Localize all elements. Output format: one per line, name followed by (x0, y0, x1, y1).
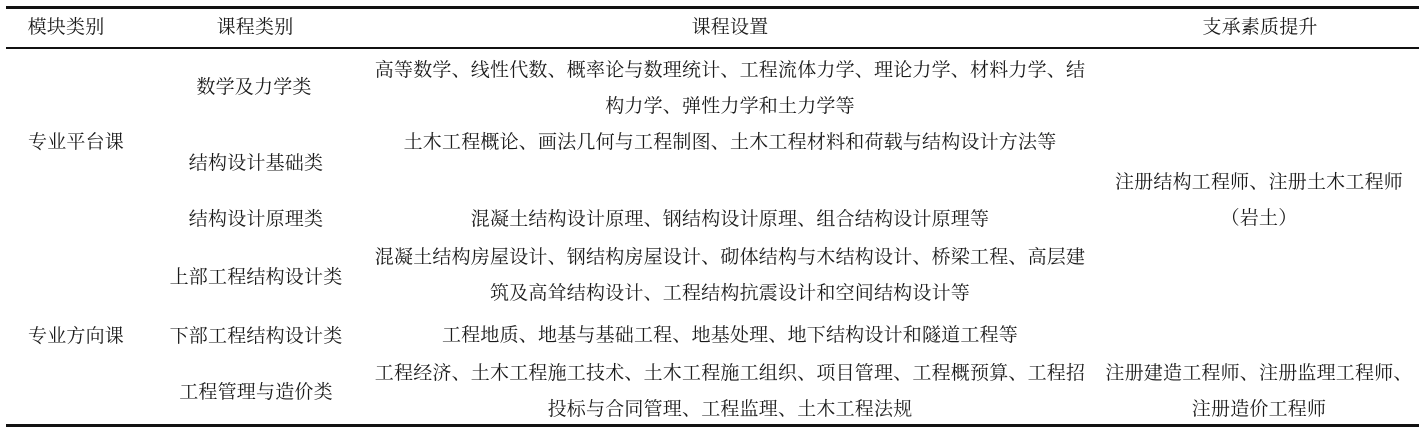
header-course-setting: 课程设置 (691, 16, 769, 38)
support-quality-cell: 注册结构工程师、注册土木工程师（岩土） (1114, 171, 1403, 229)
course-category-row: 结构设计基础类 (188, 152, 324, 174)
table-top-rule (6, 6, 1419, 9)
module-direction-course: 专业方向课 (27, 325, 125, 347)
course-category-row: 上部工程结构设计类 (169, 266, 343, 288)
course-setting-cell: 高等数学、线性代数、概率论与数理统计、工程流体力学、理论力学、材料力学、结构力学、弹性力学和土力学等 (374, 59, 1086, 117)
module-platform-course: 专业平台课 (27, 131, 125, 153)
table-header-rule (6, 47, 1419, 49)
header-course-category: 课程类别 (216, 16, 294, 38)
header-module-category: 模块类别 (27, 16, 105, 38)
header-support-quality: 支承素质提升 (1202, 16, 1318, 38)
course-setting-cell: 工程经济、土木工程施工技术、土木工程施工组织、项目管理、工程概预算、工程招投标与合同管理、工程监理、土木工程法规 (374, 362, 1086, 420)
course-setting-cell: 工程地质、地基与基础工程、地基处理、地下结构设计和隧道工程等 (441, 324, 1018, 346)
course-category-row: 工程管理与造价类 (179, 381, 333, 403)
course-category-row: 结构设计原理类 (188, 208, 324, 230)
support-quality-cell: 注册建造工程师、注册监理工程师、注册造价工程师 (1105, 362, 1413, 420)
course-setting-cell: 混凝土结构房屋设计、钢结构房屋设计、砌体结构与木结构设计、桥梁工程、高层建筑及高耸结构设计、工程结构抗震设计和空间结构设计等 (374, 246, 1086, 304)
course-category-row: 数学及力学类 (196, 76, 312, 98)
course-setting-cell: 混凝土结构设计原理、钢结构设计原理、组合结构设计原理等 (470, 208, 990, 230)
course-category-row: 下部工程结构设计类 (169, 325, 343, 347)
course-setting-cell: 土木工程概论、画法几何与工程制图、土木工程材料和荷载与结构设计方法等 (403, 131, 1057, 153)
